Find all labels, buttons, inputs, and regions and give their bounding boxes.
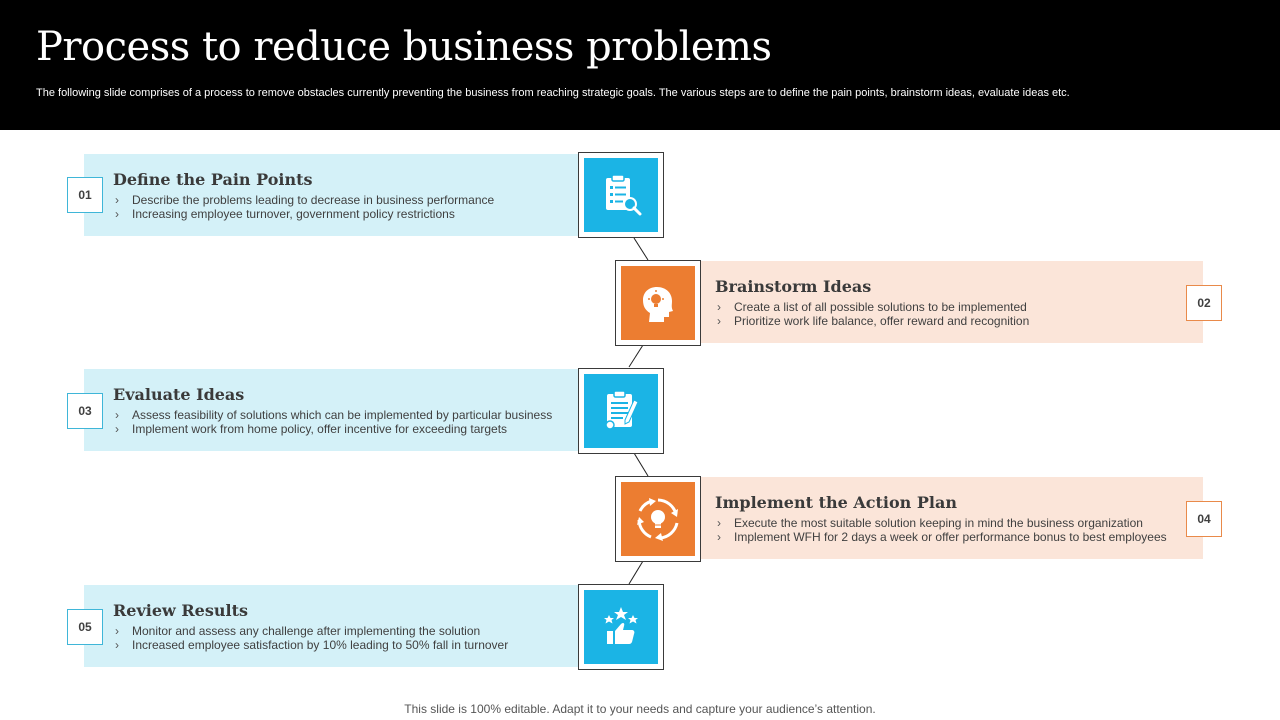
step-card-05	[84, 585, 579, 667]
step-icon-frame-04	[615, 476, 701, 562]
step-bullets	[113, 193, 494, 221]
page-title: Process to reduce business problems	[36, 24, 772, 70]
step-title: Brainstorm Ideas	[715, 277, 872, 296]
step-number-04: 04	[1186, 501, 1222, 537]
chevron-right-icon: ›	[115, 207, 119, 221]
chevron-right-icon: ›	[115, 638, 119, 652]
step-bullets	[113, 408, 552, 436]
step-icon-frame-03	[578, 368, 664, 454]
document-pencil-icon	[598, 388, 644, 434]
bullet-item: › Increasing employee turnover, government policy restrictions	[115, 207, 455, 221]
bullet-item: › Assess feasibility of solutions which can be implemented by particular business	[115, 408, 553, 422]
step-icon-frame-02	[615, 260, 701, 346]
head-lightbulb-icon	[635, 280, 681, 326]
chevron-right-icon: ›	[115, 193, 119, 207]
chevron-right-icon: ›	[115, 422, 119, 436]
step-card-01	[84, 154, 579, 236]
step-icon-frame-05	[578, 584, 664, 670]
thumbs-up-stars-icon	[598, 604, 644, 650]
step-card-02	[700, 261, 1203, 343]
bullet-item: › Monitor and assess any challenge after implementing the solution	[115, 624, 481, 638]
step-number-03: 03	[67, 393, 103, 429]
step-card-03	[84, 369, 579, 451]
header-banner	[0, 0, 1280, 130]
bullet-item: › Implement WFH for 2 days a week or offer performance bonus to best employees	[717, 530, 1167, 544]
step-bullets	[715, 516, 1167, 544]
step-bullets	[113, 624, 508, 652]
chevron-right-icon: ›	[717, 314, 721, 328]
step-card-04	[700, 477, 1203, 559]
page-subtitle: The following slide comprises of a process to remove obstacles currently preventing the business from reaching strategic goals. The various steps are to define the pain points, brainstorm ideas, evaluate ideas etc.	[36, 87, 1070, 99]
step-number-01: 01	[67, 177, 103, 213]
step-number-05: 05	[67, 609, 103, 645]
step-title: Evaluate Ideas	[113, 385, 245, 404]
clipboard-search-icon	[598, 172, 644, 218]
footer-note: This slide is 100% editable. Adapt it to your needs and capture your audience’s attention.	[404, 702, 876, 716]
step-title: Implement the Action Plan	[715, 493, 957, 512]
chevron-right-icon: ›	[717, 300, 721, 314]
step-title: Review Results	[113, 601, 248, 620]
chevron-right-icon: ›	[115, 624, 119, 638]
bullet-item: › Describe the problems leading to decrease in business performance	[115, 193, 495, 207]
bullet-item: › Increased employee satisfaction by 10% leading to 50% fall in turnover	[115, 638, 509, 652]
chevron-right-icon: ›	[115, 408, 119, 422]
chevron-right-icon: ›	[717, 530, 721, 544]
step-bullets	[715, 300, 1029, 328]
bullet-item: › Prioritize work life balance, offer reward and recognition	[717, 314, 1030, 328]
chevron-right-icon: ›	[717, 516, 721, 530]
step-icon-frame-01	[578, 152, 664, 238]
lightbulb-cycle-icon	[635, 496, 681, 542]
step-number-02: 02	[1186, 285, 1222, 321]
bullet-item: › Create a list of all possible solutions to be implemented	[717, 300, 1027, 314]
bullet-item: › Implement work from home policy, offer incentive for exceeding targets	[115, 422, 508, 436]
step-title: Define the Pain Points	[113, 170, 313, 189]
bullet-item: › Execute the most suitable solution keeping in mind the business organization	[717, 516, 1143, 530]
